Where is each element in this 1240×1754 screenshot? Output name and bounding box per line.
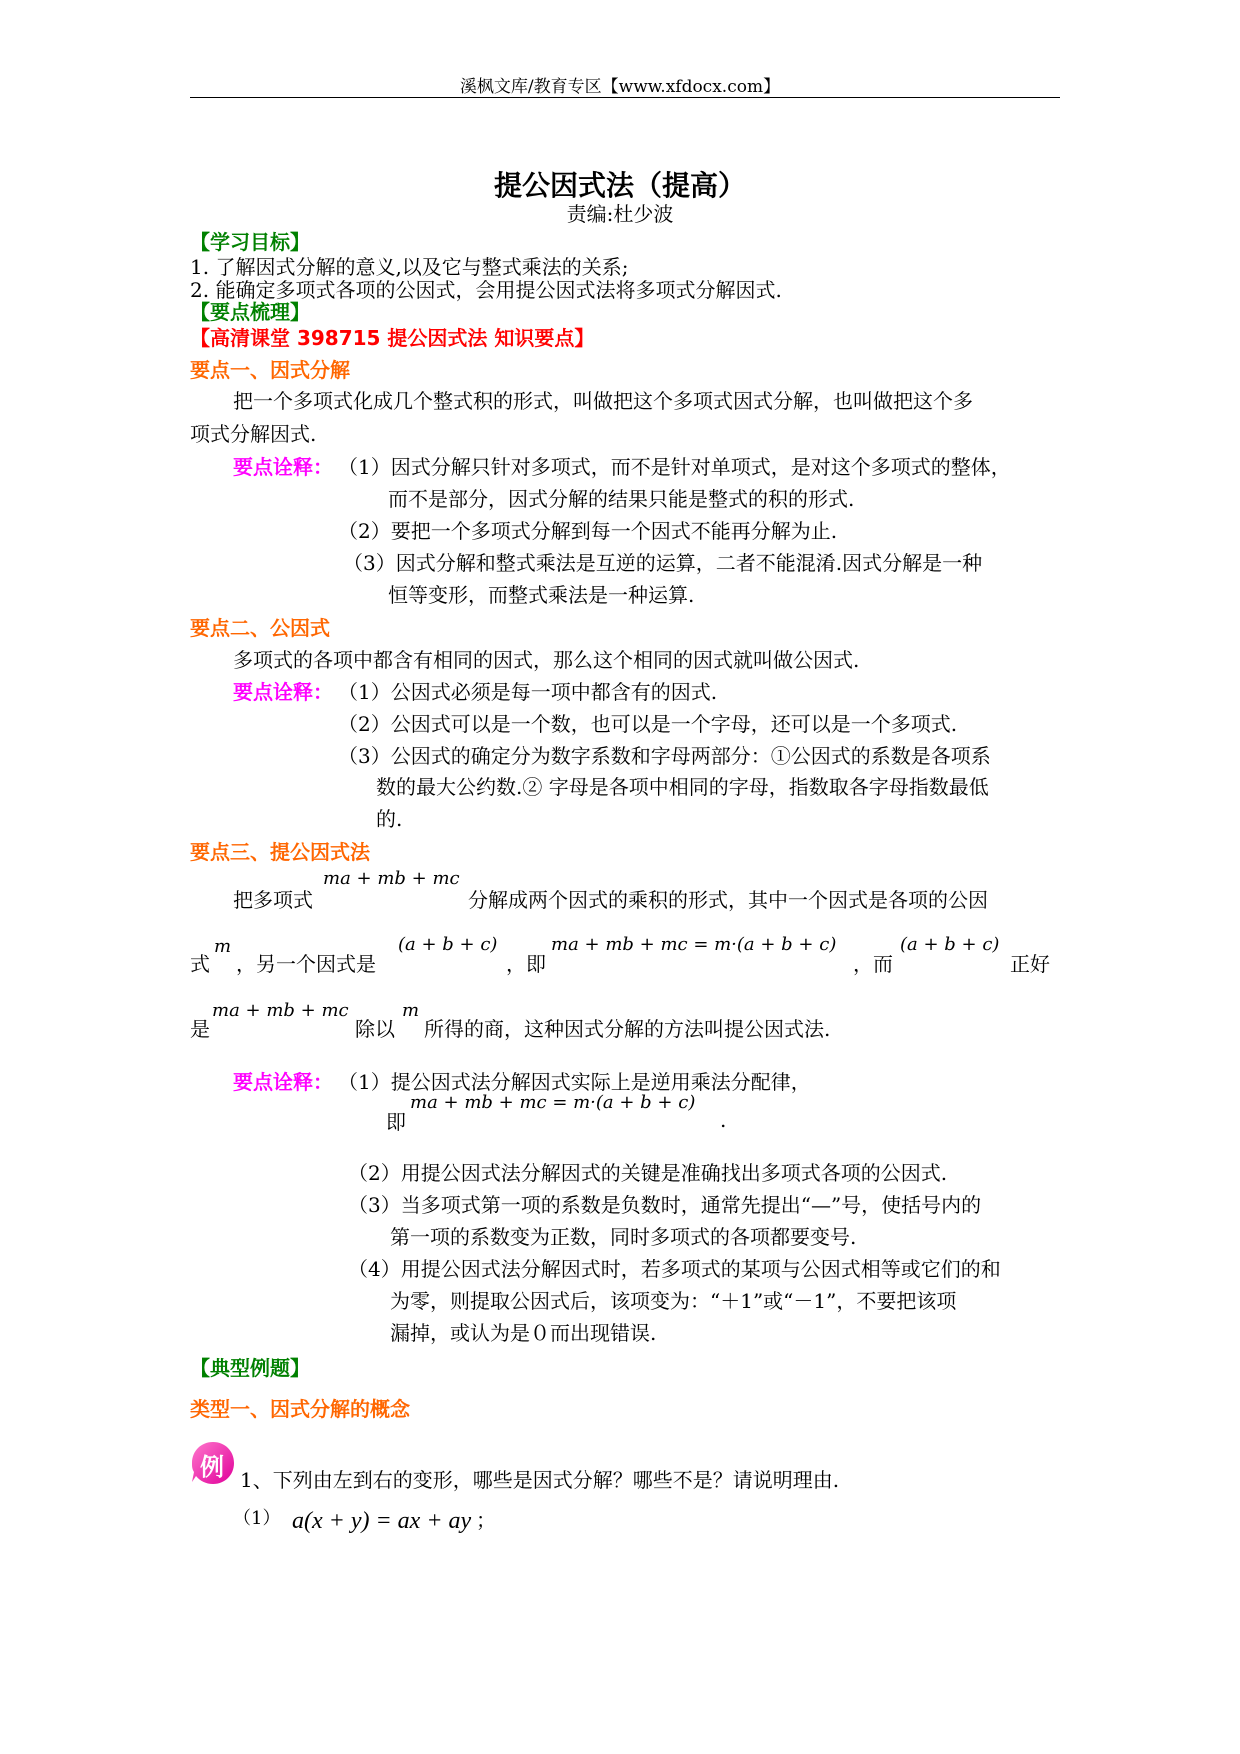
examples-heading: 【典型例题】 bbox=[190, 1356, 310, 1380]
math-polynomial-2: ma + mb + mc bbox=[212, 1000, 349, 1021]
point3-heading: 要点三、提公因式法 bbox=[190, 840, 370, 864]
point3-note1-line1: （1）提公因式法分解因式实际上是逆用乘法分配律， bbox=[338, 1070, 811, 1094]
point3-p3-a: 是 bbox=[190, 1017, 210, 1041]
question-1-1-math: a(x + y) = ax + ay bbox=[292, 1508, 472, 1534]
point1-para-line1: 把一个多项式化成几个整式积的形式，叫做把这个多项式因式分解，也叫做把这个多 bbox=[233, 389, 973, 413]
course-link: 【高清课堂 398715 提公因式法 知识要点】 bbox=[190, 326, 595, 350]
point1-note1-line1: （1）因式分解只针对多项式，而不是针对单项式，是对这个多项式的整体， bbox=[338, 455, 1011, 479]
point3-note4-line3: 漏掉，或认为是０而出现错误. bbox=[390, 1321, 657, 1345]
math-polynomial: ma + mb + mc bbox=[323, 868, 460, 889]
point3-note1-ji: 即 bbox=[386, 1110, 406, 1134]
point3-p3-b: 除以 bbox=[355, 1017, 395, 1041]
review-heading: 【要点梳理】 bbox=[190, 300, 310, 324]
math-equation: ma + mb + mc = m·(a + b + c) bbox=[551, 934, 837, 955]
point3-p2-d: ，而 bbox=[853, 952, 893, 976]
math-sum: (a + b + c) bbox=[398, 934, 498, 955]
point2-note1: （1）公因式必须是每一项中都含有的因式. bbox=[338, 680, 718, 704]
point3-p2-c: ，即 bbox=[506, 952, 546, 976]
example-badge bbox=[190, 1440, 236, 1486]
point3-p2-a: 式 bbox=[190, 952, 210, 976]
example-badge-label: 例 bbox=[200, 1453, 224, 1481]
goal-item-2: 2. 能确定多项式各项的公因式，会用提公因式法将多项式分解因式. bbox=[190, 278, 782, 302]
math-equation-2: ma + mb + mc = m·(a + b + c) bbox=[410, 1092, 696, 1113]
point3-note2: （2）用提公因式法分解因式的关键是准确找出多项式各项的公因式. bbox=[348, 1161, 948, 1185]
point1-note3-line2: 恒等变形，而整式乘法是一种运算. bbox=[388, 583, 695, 607]
goal-item-1: 1. 了解因式分解的意义,以及它与整式乘法的关系; bbox=[190, 255, 629, 279]
type1-heading: 类型一、因式分解的概念 bbox=[190, 1397, 410, 1421]
point2-note2: （2）公因式可以是一个数，也可以是一个字母，还可以是一个多项式. bbox=[338, 712, 958, 736]
point1-note-label: 要点诠释： bbox=[233, 455, 333, 479]
point3-p1-b: 分解成两个因式的乘积的形式，其中一个因式是各项的公因 bbox=[468, 888, 988, 912]
math-m-2: m bbox=[402, 1000, 420, 1021]
point3-note4-line2: 为零，则提取公因式后，该项变为：“＋1”或“－1”，不要把该项 bbox=[390, 1289, 957, 1313]
point3-note4-line1: （4）用提公因式法分解因式时，若多项式的某项与公因式相等或它们的和 bbox=[348, 1257, 1001, 1281]
point2-note3-line3: 的. bbox=[376, 807, 403, 831]
header-divider bbox=[190, 97, 1060, 98]
page-header: 溪枫文库/教育专区【www.xfdocx.com】 bbox=[459, 77, 781, 97]
math-sum-2: (a + b + c) bbox=[900, 934, 1000, 955]
point3-note3-line2: 第一项的系数变为正数，同时多项式的各项都要变号. bbox=[390, 1225, 857, 1249]
point3-note3-line1: （3）当多项式第一项的系数是负数时，通常先提出“—”号，使括号内的 bbox=[348, 1193, 982, 1217]
question-1-1-end: ； bbox=[476, 1508, 496, 1532]
point3-note1-dot: . bbox=[720, 1108, 727, 1132]
point3-p2-b: ，另一个因式是 bbox=[236, 952, 376, 976]
point1-note1-line2: 而不是部分，因式分解的结果只能是整式的积的形式. bbox=[388, 487, 855, 511]
point1-note3-line1: （3）因式分解和整式乘法是互逆的运算，二者不能混淆.因式分解是一种 bbox=[343, 551, 983, 575]
page-title: 提公因式法（提高） bbox=[493, 169, 746, 202]
point3-note-label: 要点诠释： bbox=[233, 1070, 333, 1094]
math-m: m bbox=[214, 936, 232, 957]
point3-p1-a: 把多项式 bbox=[233, 888, 313, 912]
point1-para-line2: 项式分解因式. bbox=[190, 422, 317, 446]
point1-heading: 要点一、因式分解 bbox=[190, 358, 350, 382]
goals-heading: 【学习目标】 bbox=[190, 230, 310, 254]
point2-note-label: 要点诠释： bbox=[233, 680, 333, 704]
question-1-1-label: （1） bbox=[233, 1508, 281, 1529]
point2-para: 多项式的各项中都含有相同的因式，那么这个相同的因式就叫做公因式. bbox=[233, 648, 860, 672]
editor-line: 责编:杜少波 bbox=[566, 202, 674, 226]
point3-p3-c: 所得的商，这种因式分解的方法叫提公因式法. bbox=[424, 1017, 831, 1041]
point2-note3-line1: （3）公因式的确定分为数字系数和字母两部分：①公因式的系数是各项系 bbox=[338, 744, 991, 768]
question-1: 1、下列由左到右的变形，哪些是因式分解？哪些不是？请说明理由. bbox=[240, 1468, 840, 1492]
point3-p2-e: 正好 bbox=[1010, 952, 1050, 976]
point2-heading: 要点二、公因式 bbox=[190, 616, 330, 640]
point2-note3-line2: 数的最大公约数.② 字母是各项中相同的字母，指数取各字母指数最低 bbox=[376, 775, 989, 799]
point1-note2: （2）要把一个多项式分解到每一个因式不能再分解为止. bbox=[338, 519, 838, 543]
